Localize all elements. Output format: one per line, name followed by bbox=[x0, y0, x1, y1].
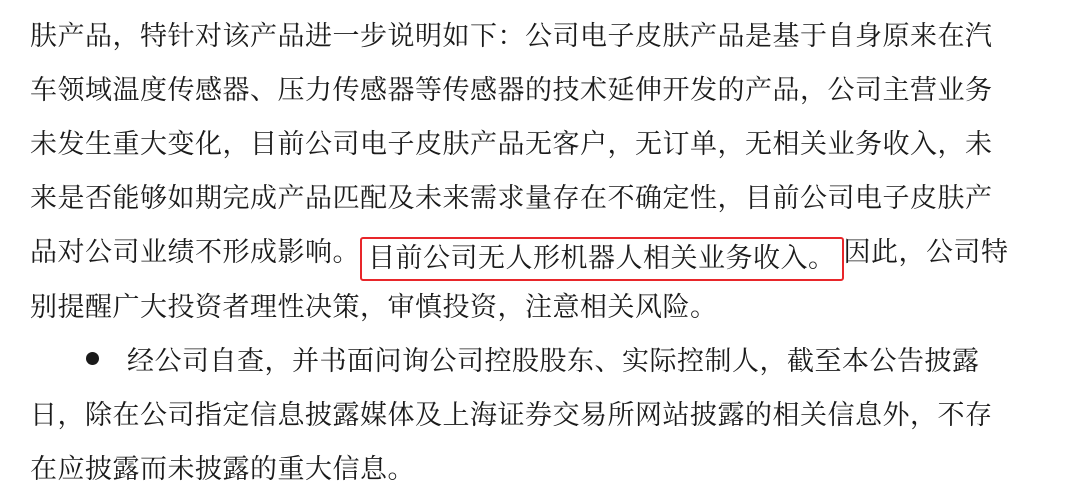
text-after-highlight: 因此，公司特 bbox=[843, 237, 1009, 268]
bullet-line bbox=[30, 335, 1044, 389]
paragraph-line: 经公司自查，并书面问询公司控股股东、实际控制人，截至本公告披露 bbox=[127, 346, 980, 377]
paragraph-line: 未发生重大变化，目前公司电子皮肤产品无客户，无订单，无相关业务收入，未 bbox=[30, 129, 993, 160]
paragraph-line: 肤产品，特针对该产品进一步说明如下：公司电子皮肤产品是基于自身原来在汽 bbox=[30, 21, 993, 52]
bullet-point-icon bbox=[86, 352, 99, 365]
highlighted-statement: 目前公司无人形机器人相关业务收入。 bbox=[360, 237, 844, 281]
paragraph-self-inspection bbox=[30, 335, 1044, 497]
paragraph-electronic-skin bbox=[30, 10, 1044, 335]
paragraph-line-with-highlight bbox=[30, 226, 1044, 281]
paragraph-line: 日，除在公司指定信息披露媒体及上海证券交易所网站披露的相关信息外，不存 bbox=[30, 400, 993, 431]
paragraph-line: 来是否能够如期完成产品匹配及未来需求量存在不确定性，目前公司电子皮肤产 bbox=[30, 183, 993, 214]
text-before-highlight: 品对公司业绩不形成影响。 bbox=[30, 237, 360, 268]
paragraph-line: 别提醒广大投资者理性决策，审慎投资，注意相关风险。 bbox=[30, 292, 718, 323]
paragraph-line: 车领域温度传感器、压力传感器等传感器的技术延伸开发的产品，公司主营业务 bbox=[30, 75, 993, 106]
paragraph-line: 在应披露而未披露的重大信息。 bbox=[30, 454, 415, 485]
